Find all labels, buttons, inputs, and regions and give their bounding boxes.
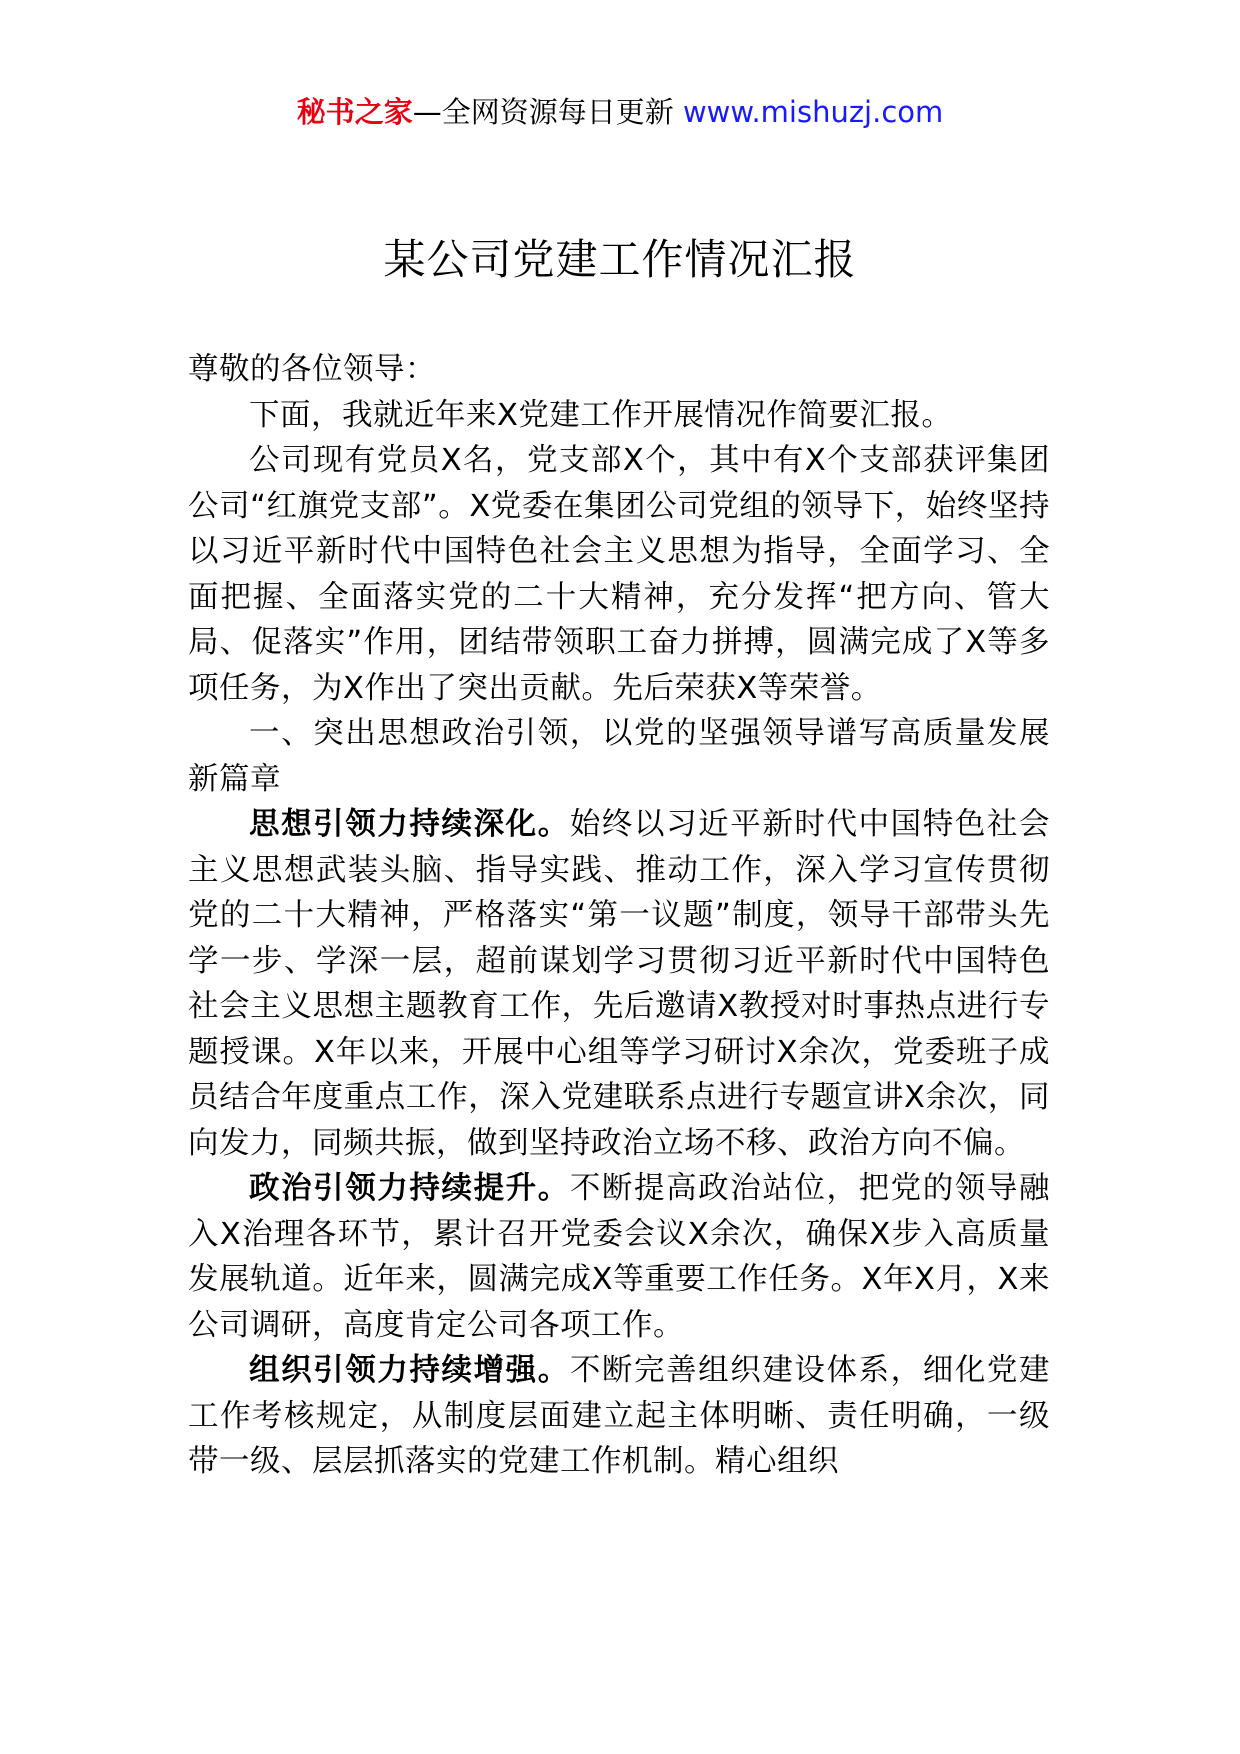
body-paragraph (188, 1348, 1050, 1485)
body-paragraph (188, 1166, 1050, 1348)
paragraph-text: 不断完善组织建设体系，细化党建工作考核规定，从制度层面建立起主体明晰、责任明确，一级带一级、层层抓落实的党建工作机制。精心组织 (188, 1353, 1051, 1479)
site-banner (0, 92, 1240, 132)
brand-name: 秘书之家 (296, 95, 413, 129)
paragraph-text: 不断提高政治站位，把党的领导融入X治理各环节，累计召开党委会议X余次，确保X步入高质量发展轨道。近年来，圆满完成X等重要工作任务。X年X月，X来公司调研，高度肯定公司各项工作。 (188, 1171, 1051, 1343)
intro-paragraph: 下面，我就近年来X党建工作开展情况作简要汇报。 (249, 397, 953, 433)
paragraph-lead: 思想引领力持续深化。 (249, 807, 570, 842)
document-body (188, 347, 1050, 1485)
document-title: 某公司党建工作情况汇报 (383, 235, 857, 284)
section-heading: 一、突出思想政治引领，以党的坚强领导谱写高质量发展新篇章 (188, 716, 1050, 797)
body-paragraph (188, 802, 1050, 1166)
paragraph-text: 始终以习近平新时代中国特色社会主义思想武装头脑、指导实践、推动工作，深入学习宣传贯彻党的二十大精神，严格落实“第一议题”制度，领导干部带头先学一步、学深一层，超前谋划学习贯彻习近平新时代中国特色社会主义思想主题教育工作，先后邀请X教授对时事热点进行专题授课。X年以来，开展中心组等学习研讨X余次，党委班子成员结合年度重点工作，深入党建联系点进行专题宣讲X余次，同向发力，同频共振，做到坚持政治立场不移、政治方向不偏。 (188, 807, 1051, 1161)
salutation: 尊敬的各位领导： (188, 352, 436, 387)
paragraph-lead: 政治引领力持续提升。 (249, 1171, 570, 1206)
paragraph-lead: 组织引领力持续增强。 (249, 1353, 570, 1388)
website-link[interactable]: www.mishuzj.com (682, 95, 944, 129)
overview-paragraph: 公司现有党员X名，党支部X个，其中有X个支部获评集团公司“红旗党支部”。X党委在集团公司党组的领导下，始终坚持以习近平新时代中国特色社会主义思想为指导，全面学习、全面把握、全面落实党的二十大精神，充分发挥“把方向、管大局、促落实”作用，团结带领职工奋力拼搏，圆满完成了X等多项任务，为X作出了突出贡献。先后荣获X等荣誉。 (188, 443, 1050, 706)
banner-tagline: —全网资源每日更新 (412, 95, 674, 129)
